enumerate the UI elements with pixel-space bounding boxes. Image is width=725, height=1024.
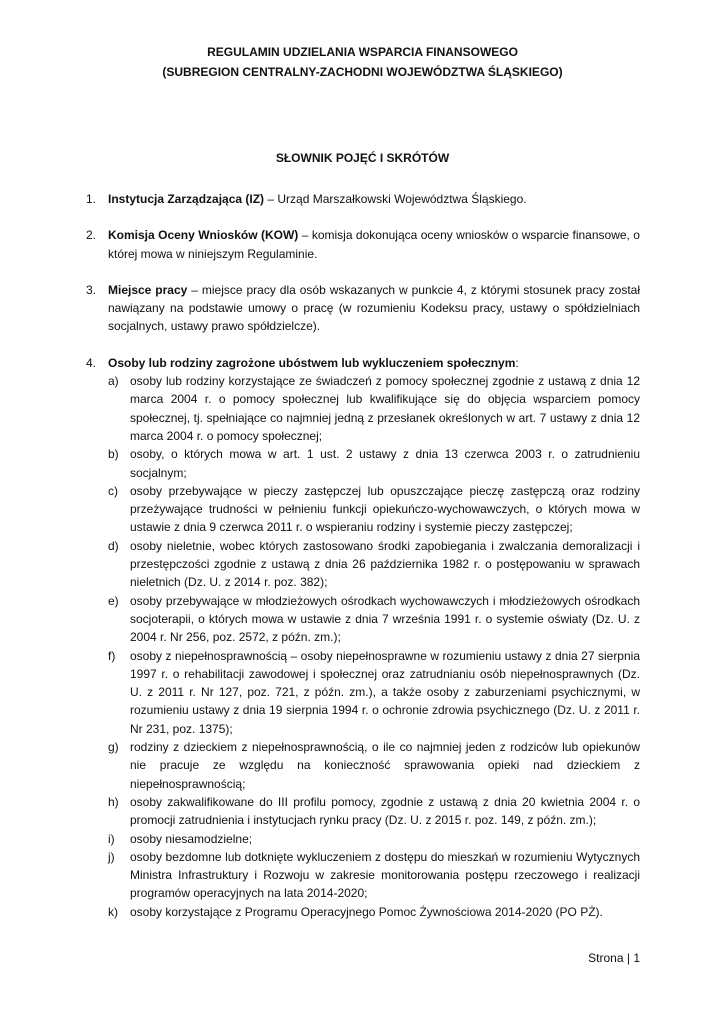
- subitem: [108, 848, 640, 903]
- item-term: Komisja Oceny Wniosków (KOW): [108, 228, 299, 243]
- subitem-list: [108, 372, 640, 921]
- subitem-text: osoby lub rodziny korzystające ze świadczeń z pomocy społecznej zgodnie z ustawą z dnia 12 marca 2004 r. o pomocy społecznej lub kwalifikujące się do objęcia wsparciem pomocy społecznej, tj. spełniające co najmniej jedną z przesłanek określonych w art. 7 ustawy z dnia 12 marca 2004 r. o pomocy społecznej;: [130, 374, 640, 443]
- subitem-letter: i): [108, 831, 115, 846]
- glossary-item: [86, 190, 640, 208]
- subitem-letter: f): [108, 648, 116, 663]
- subitem-letter: a): [108, 374, 119, 389]
- subitem-text: rodziny z dzieckiem z niepełnosprawnością, o ile co najmniej jeden z rodziców lub opiekunów nie pracuje ze względu na konieczność sprawowania opieki nad dzieckiem z niepełnosprawnością;: [130, 740, 640, 791]
- page-footer: [588, 951, 640, 965]
- document-header: [0, 42, 725, 82]
- subitem-text: osoby z niepełnosprawnością – osoby niepełnosprawne w rozumieniu ustawy z dnia 27 sierpnia 1997 r. o rehabilitacji zawodowej i społecznej oraz zatrudnianiu osób niepełnosprawnych (Dz. U. z 2011 r. Nr 127, poz. 721, z późn. zm.), a także osoby z zaburzeniami psychicznymi, w rozumieniu ustawy z dnia 19 sierpnia 1994 r. o ochronie zdrowia psychicznego (Dz. U. z 2011 r. Nr 231, poz. 1375);: [130, 648, 640, 736]
- subitem: [108, 903, 640, 921]
- subitem-letter: h): [108, 794, 119, 809]
- glossary-item: [86, 281, 640, 336]
- item-text: – miejsce pracy dla osób wskazanych w punkcie 4, z którymi stosunek pracy został nawiązany na podstawie umowy o pracę (w rozumieniu Kodeksu pracy, ustawy o spółdzielniach socjalnych, ustawy prawo spółdzielcze).: [108, 282, 641, 334]
- subitem-text: osoby zakwalifikowane do III profilu pomocy, zgodnie z ustawą z dnia 20 kwietnia 2004 r. o promocji zatrudnienia i instytucjach rynku pracy (Dz. U. z 2015 r. poz. 149, z późn. zm.);: [130, 794, 640, 828]
- section-title: SŁOWNIK POJĘĆ I SKRÓTÓW: [275, 151, 450, 165]
- subitem: [108, 830, 640, 848]
- glossary-item: [86, 354, 640, 921]
- header-line-2: (SUBREGION CENTRALNY-ZACHODNI WOJEWÓDZTWA ŚLĄSKIEGO): [162, 65, 563, 79]
- item-text: – Urząd Marszałkowski Województwa Śląskiego.: [264, 192, 527, 206]
- item-text: – komisja dokonująca oceny wniosków o wsparcie finansowe, o której mowa w niniejszym Regulaminie.: [108, 228, 640, 261]
- glossary-list: [86, 190, 640, 921]
- footer-label: Strona: [588, 951, 624, 965]
- page-number: 1: [633, 951, 640, 965]
- subitem-letter: e): [108, 593, 119, 608]
- subitem-letter: j): [108, 849, 115, 864]
- item-term: Instytucja Zarządzająca (IZ): [108, 192, 265, 206]
- subitem-letter: b): [108, 447, 119, 462]
- item-number: 4.: [86, 355, 97, 370]
- subitem-text: osoby przebywające w młodzieżowych ośrodkach wychowawczych i młodzieżowych ośrodkach socjoterapii, o których mowa w ustawie z dnia 7 września 1991 r. o systemie oświaty (Dz. U. z 2004 r. Nr 256, poz. 2572, z późn. zm.);: [130, 593, 640, 645]
- subitem-letter: d): [108, 538, 119, 553]
- subitem-text: osoby niesamodzielne;: [130, 831, 253, 846]
- subitem: [108, 537, 640, 592]
- subitem-text: osoby, o których mowa w art. 1 ust. 2 ustawy z dnia 13 czerwca 2003 r. o zatrudnieniu socjalnym;: [130, 447, 640, 480]
- subitem: [108, 647, 640, 738]
- header-line-1: REGULAMIN UDZIELANIA WSPARCIA FINANSOWEGO: [207, 45, 518, 59]
- item-term: Miejsce pracy: [108, 282, 188, 297]
- subitem-text: osoby nieletnie, wobec których zastosowano środki zapobiegania i zwalczania demoralizacji i przestępczości zgodnie z ustawą z dnia 26 października 1982 r. o postępowaniu w sprawach nieletnich (Dz. U. z 2014 r. poz. 382);: [130, 538, 640, 590]
- item-term: Osoby lub rodziny zagrożone ubóstwem lub wykluczeniem społecznym: [108, 355, 516, 370]
- subitem-letter: g): [108, 740, 119, 755]
- glossary-item: [86, 226, 640, 263]
- subitem: [108, 482, 640, 537]
- subitem: [108, 592, 640, 647]
- subitem-text: osoby bezdomne lub dotknięte wykluczeniem z dostępu do mieszkań w rozumieniu Wytycznych Ministra Infrastruktury i Rozwoju w zakresie monitorowania postępu rzeczowego i realizacji programów operacyjnych na lata 2014-2020;: [130, 849, 640, 901]
- subitem-letter: k): [108, 904, 118, 919]
- item-text: :: [515, 355, 519, 370]
- footer-separator: |: [626, 951, 630, 965]
- subitem: [108, 793, 640, 830]
- item-number: 3.: [86, 282, 97, 297]
- subitem-text: osoby korzystające z Programu Operacyjnego Pomoc Żywnościowa 2014-2020 (PO PŻ).: [130, 904, 603, 919]
- item-number: 1.: [86, 192, 97, 206]
- subitem: [108, 372, 640, 445]
- subitem-text: osoby przebywające w pieczy zastępczej lub opuszczające pieczę zastępczą oraz rodziny przeżywające trudności w pełnieniu funkcji opiekuńczo-wychowawczych, o których mowa w ustawie z dnia 9 czerwca 2011 r. o wspieraniu rodziny i systemie pieczy zastępczej;: [130, 483, 640, 535]
- item-number: 2.: [86, 228, 97, 243]
- subitem: [108, 445, 640, 482]
- subitem: [108, 738, 640, 793]
- subitem-letter: c): [108, 483, 118, 498]
